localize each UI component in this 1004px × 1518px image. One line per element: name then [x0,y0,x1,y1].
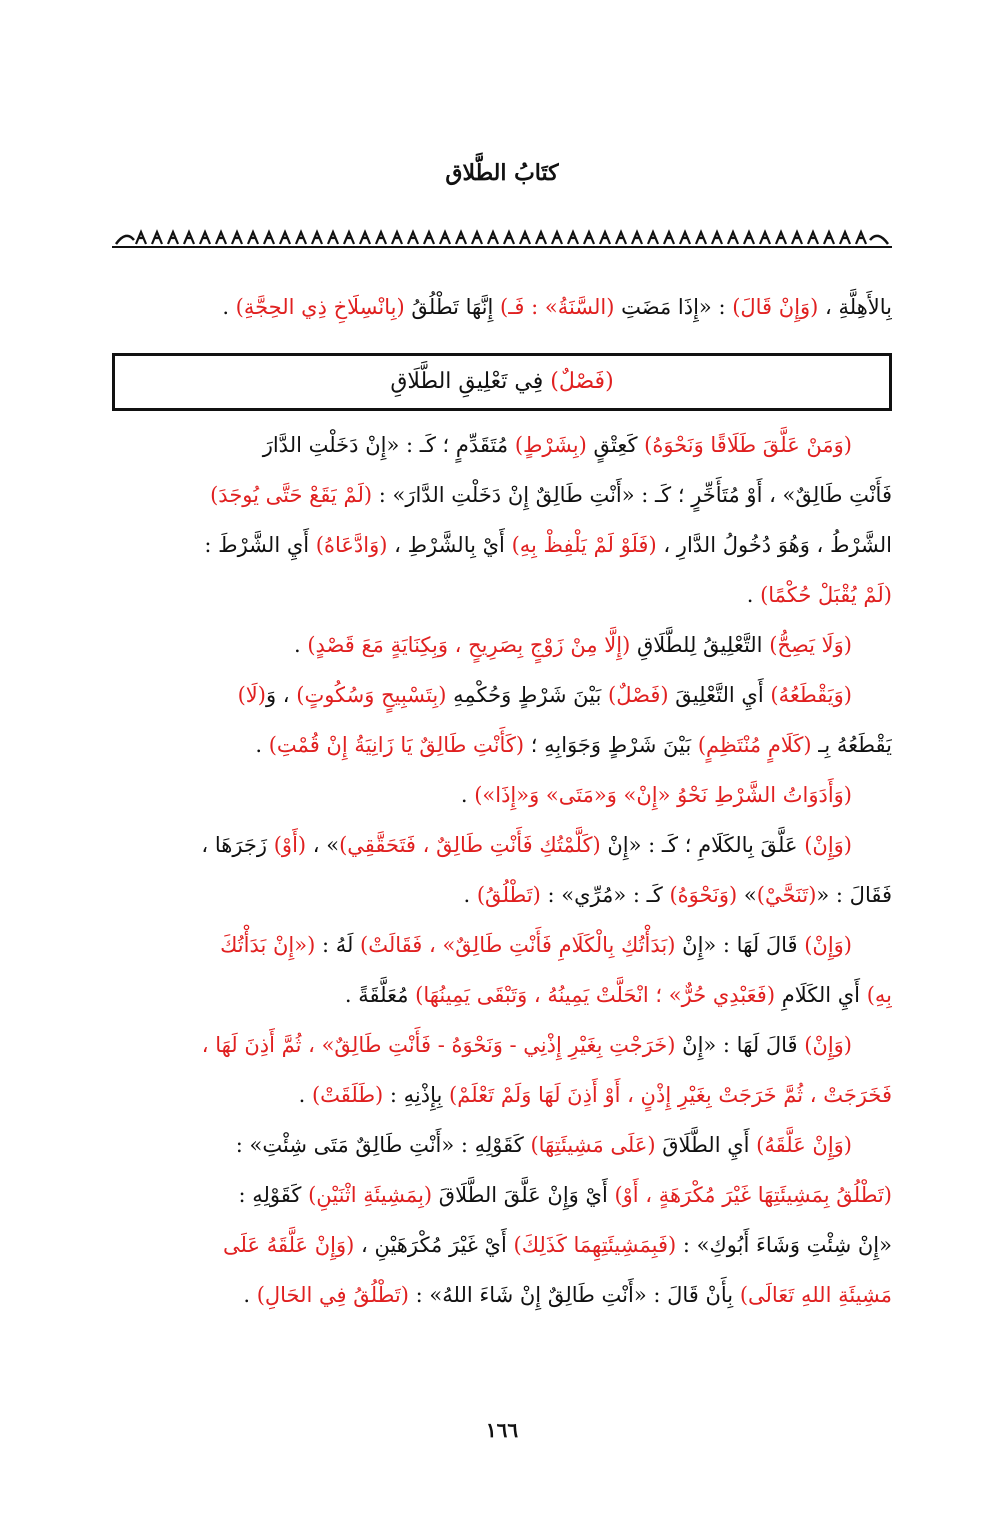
highlighted-phrase: (كَأَنْتِ طَالِقٌ يَا زَانِيَةُ إِنْ قُمْتِ) [268,733,525,757]
ornament-glyph [344,232,354,244]
ornament-glyph [296,232,306,244]
page-number: ١٦٦ [485,1418,519,1442]
ornament-glyph [248,232,258,244]
highlighted-phrase: (لَمْ يَقَعْ حَتَّى يُوجَدَ) [210,483,373,507]
section-heading-text: فِي تَعْلِيقِ الطَّلَاقِ [390,369,551,394]
text-segment: كَقَوْلِهِ : «أَنْتِ طَالِقٌ مَتَى شِئْتِ» : [235,1133,531,1157]
text-segment: أَيِ الكَلَامِ [775,983,867,1007]
text-segment: فَأَنْتِ طَالِقٌ» ، أَوْ مُتَأَخِّرٍ ؛ كَـ : «أَنْتِ طَالِقٌ إِنْ دَخَلْتِ الدَّارَ» : [372,483,892,507]
ornament-glyph [312,232,322,244]
ornament-glyph [264,232,274,244]
text-line [112,1070,892,1120]
text-line [112,470,892,520]
highlighted-phrase: (عَلَى مَشِيئَتِهَا) [530,1133,656,1157]
text-segment: لَهُ : [315,933,361,957]
section-heading-label: (فَصْلٌ) [550,369,614,394]
text-line [112,770,892,820]
ornament-glyph [280,232,290,244]
highlighted-phrase: (بِتَسْبِيحٍ وَسُكُوتٍ) [296,683,447,707]
text-line [112,970,892,1020]
text-block-main [112,420,892,1320]
highlighted-phrase: (وَإِنْ عَلَّقَهُ) [756,1133,852,1157]
chapter-title: كتَابُ الطَّلاق [445,160,559,186]
ornament-glyph [616,232,626,244]
highlighted-phrase: (طَلَقَتْ) [311,1083,384,1107]
ornament-glyph [136,232,146,244]
highlighted-phrase: (تَطْلُقُ فِي الحَالِ) [256,1283,409,1307]
text-segment: » [737,883,757,907]
text-segment: كَـ : «مُرِّي» : [540,883,670,907]
ornament-glyph [664,232,674,244]
ornament-glyph [568,232,578,244]
highlighted-phrase: (خَرَجْتِ بِغَيْرِ إِذْنِي - وَنَحْوَهُ - فَأَنْتِ طَالِقٌ» ، ثُمَّ أَذِنَ لَهَا ، [201,1033,676,1057]
text-segment: فَقَالَ : « [816,883,892,907]
text-segment: بِالأَهِلَّةِ ، [818,295,892,319]
text-segment: بَيْنَ شَرْطٍ وَجَوَابِهِ ؛ [524,733,698,757]
text-segment: أَيِ التَّعْلِيقَ [668,683,771,707]
text-line [112,1270,892,1320]
text-segment: . [255,733,269,757]
text-line [112,1220,892,1270]
ornament-glyph [200,232,210,244]
highlighted-phrase: فَخَرَجَتْ ، ثُمَّ خَرَجَتْ بِغَيْرِ إِذْنٍ ، أَوْ أَذِنَ لَهَا وَلَمْ تَعْلَمْ) [449,1083,892,1107]
text-segment: أَيِ الشَّرْطَ : [204,533,316,557]
text-segment: بِإِذْنِهِ : [383,1083,450,1107]
highlighted-phrase: بِهِ) [866,983,892,1007]
highlighted-phrase: (إِلَّا مِنْ زَوْجٍ بِصَرِيحٍ ، وَبِكِنَايَةٍ مَعَ قَصْدٍ) [307,633,631,657]
text-line [112,820,892,870]
ornament-glyph [408,232,418,244]
text-segment: قَالَ لَهَا : «إِنْ [675,1033,805,1057]
text-line [112,1020,892,1070]
ornament-glyph [456,232,466,244]
ornament-glyph [440,232,450,244]
text-segment: . [460,783,475,807]
ornament-glyph [760,232,770,244]
ornament-glyph [824,232,834,244]
text-line [112,570,892,620]
text-segment: زَجَرَهَا ، [201,833,274,857]
highlighted-phrase: (لَا) [237,683,266,707]
ornament-glyph [376,232,386,244]
text-segment: ، وَ [265,683,297,707]
ornament-glyph [472,232,482,244]
text-line [112,870,892,920]
text-segment: . [222,295,236,319]
ornament-glyph [168,232,178,244]
text-segment: يَقْطَعُهُ بِـ [811,733,892,757]
ornament-glyph [696,232,706,244]
text-segment: إِنَّهَا تَطْلُقُ [404,295,501,319]
text-segment: بِأَنْ قَالَ : «أَنْتِ طَالِقٌ إِنْ شَاءَ اللهُ» : [408,1283,740,1307]
text-segment: قَالَ لَهَا : «إِنْ [675,933,805,957]
highlighted-phrase: (وَإِنْ) [804,1033,852,1057]
text-segment: أَيْ وَإِنْ عَلَّقَ الطَّلَاقَ [432,1183,615,1207]
highlighted-phrase: مَشِيئَةِ اللهِ تَعَالَى) [739,1283,892,1307]
text-segment: مُتَقَدِّمٍ ؛ كَـ : «إِنْ دَخَلْتِ الدَّارَ [262,433,515,457]
text-line [112,420,892,470]
text-segment: . [293,633,308,657]
highlighted-phrase: (وَإِنْ) [804,933,852,957]
header-ornament-border [112,228,892,250]
page-header [112,160,892,186]
highlighted-phrase: (وَإِنْ قَالَ) [732,295,819,319]
text-line [112,920,892,970]
highlighted-phrase: (تَطْلُقُ) [476,883,541,907]
text-segment: . [298,1083,312,1107]
highlighted-phrase: (وَإِنْ عَلَّقَهُ عَلَى [223,1233,355,1257]
section-heading-box [112,353,892,411]
text-segment: بَيْنَ شَرْطٍ وَحُكْمِهِ [446,683,609,707]
text-segment: : «إِذَا مَضَتِ [614,295,733,319]
ornament-glyph [728,232,738,244]
highlighted-phrase: (تَطْلُقُ بِمَشِيئَتِهَا غَيْرَ مُكْرَهَةٍ ، أَوْ) [614,1183,892,1207]
text-line [112,520,892,570]
highlighted-phrase: (فَعَبْدِي حُرٌّ» ؛ انْحَلَّتْ يَمِينُهُ ، وَتَبْقَى يَمِينُهَا) [415,983,776,1007]
ornament-glyph [792,232,802,244]
text-segment: أَيِ الطَّلَاقَ [655,1133,757,1157]
ornament-glyph [184,232,194,244]
highlighted-phrase: (أَوْ) [273,833,307,857]
highlighted-phrase: (بِشَرْطٍ) [514,433,587,457]
ornament-glyph [712,232,722,244]
ornament-glyph [632,232,642,244]
ornament-glyph [424,232,434,244]
ornament-end-flourish [116,236,134,244]
text-segment: التَّعْلِيقُ لِلطَّلَاقِ [630,633,770,657]
text-segment: » ، [306,833,340,857]
text-segment: الشَّرْطُ ، وَهُوَ دُخُولُ الدَّارِ ، [656,533,892,557]
ornament-glyph [584,232,594,244]
text-segment: مُعَلَّقَةً . [344,983,416,1007]
text-segment: . [746,583,761,607]
text-block-top [112,282,892,332]
highlighted-phrase: (وَلَا يَصِحُّ) [769,633,852,657]
ornament-glyph [744,232,754,244]
ornament-glyph [504,232,514,244]
highlighted-phrase: (وَيَقْطَعُهُ) [770,683,852,707]
ornament-glyph [856,232,866,244]
ornament-glyph [360,232,370,244]
highlighted-phrase: (فَبِمَشِيئَتِهِمَا كَذَلِكَ) [513,1233,677,1257]
ornament-glyph [536,232,546,244]
text-segment: عَلَّقَ بِالكَلَامِ ؛ كَـ : «إِنْ [600,833,805,857]
text-line [112,720,892,770]
text-line [112,620,892,670]
text-segment: أَيْ بِالشَّرْطِ ، [387,533,512,557]
ornament-glyph [488,232,498,244]
highlighted-phrase: (السَّنَةُ» : فَـ) [500,295,615,319]
text-segment: كَقَوْلِهِ : [238,1183,309,1207]
highlighted-phrase: (فَلَوْ لَمْ يَلْفِظْ بِهِ) [511,533,657,557]
ornament-end-flourish [870,236,888,244]
text-segment: كَعِتْقٍ [586,433,645,457]
ornament-glyph [216,232,226,244]
text-segment: أَيْ غَيْرَ مُكْرَهَيْنِ ، [354,1233,514,1257]
highlighted-phrase: (وَإِنْ) [804,833,852,857]
text-line [112,670,892,720]
highlighted-phrase: (وَادَّعَاهُ) [315,533,388,557]
highlighted-phrase: (بَدَأْتُكِ بِالْكَلَامِ فَأَنْتِ طَالِقٌ» ، فَقَالَتْ) [360,933,676,957]
highlighted-phrase: (لَمْ يُقْبَلْ حُكْمًا) [760,583,892,607]
text-line [112,1120,892,1170]
highlighted-phrase: (كَلَامٍ مُنْتَظِمٍ) [697,733,812,757]
ornament-glyph [328,232,338,244]
ornament-glyph [808,232,818,244]
highlighted-phrase: (وَنَحْوَهُ) [669,883,738,907]
ornament-glyph [648,232,658,244]
ornament-glyph [552,232,562,244]
ornament-glyph [152,232,162,244]
ornament-glyph [520,232,530,244]
highlighted-phrase: (بِمَشِيئَةِ اثْنَيْنِ) [308,1183,433,1207]
text-segment: . [463,883,477,907]
text-line [112,1170,892,1220]
text-segment: «إِنْ شِئْتِ وَشَاءَ أَبُوكِ» : [676,1233,892,1257]
ornament-glyph [232,232,242,244]
ornament-glyph [680,232,690,244]
highlighted-phrase: (تَنَحَّيْ) [756,883,817,907]
highlighted-phrase: (كَلَّمْتُكِ فَأَنْتِ طَالِقٌ ، فَتَحَقَّقِي) [339,833,601,857]
highlighted-phrase: (بِانْسِلَاخِ ذِي الحِجَّةِ) [235,295,405,319]
highlighted-phrase: (فَصْلٌ) [608,683,669,707]
highlighted-phrase: (وَمَنْ عَلَّقَ طَلَاقًا وَنَحْوَهُ) [644,433,852,457]
ornament-glyph [600,232,610,244]
text-segment: . [243,1283,257,1307]
highlighted-phrase: («إِنْ بَدَأْتُكَ [220,933,316,957]
ornament-glyph [392,232,402,244]
ornament-glyph [840,232,850,244]
ornament-glyph [776,232,786,244]
highlighted-phrase: (وَأَدَوَاتُ الشَّرْطِ نَحْوُ «إِنْ» وَ«مَتَى» وَ«إِذَا») [474,783,852,807]
text-line [112,282,892,332]
